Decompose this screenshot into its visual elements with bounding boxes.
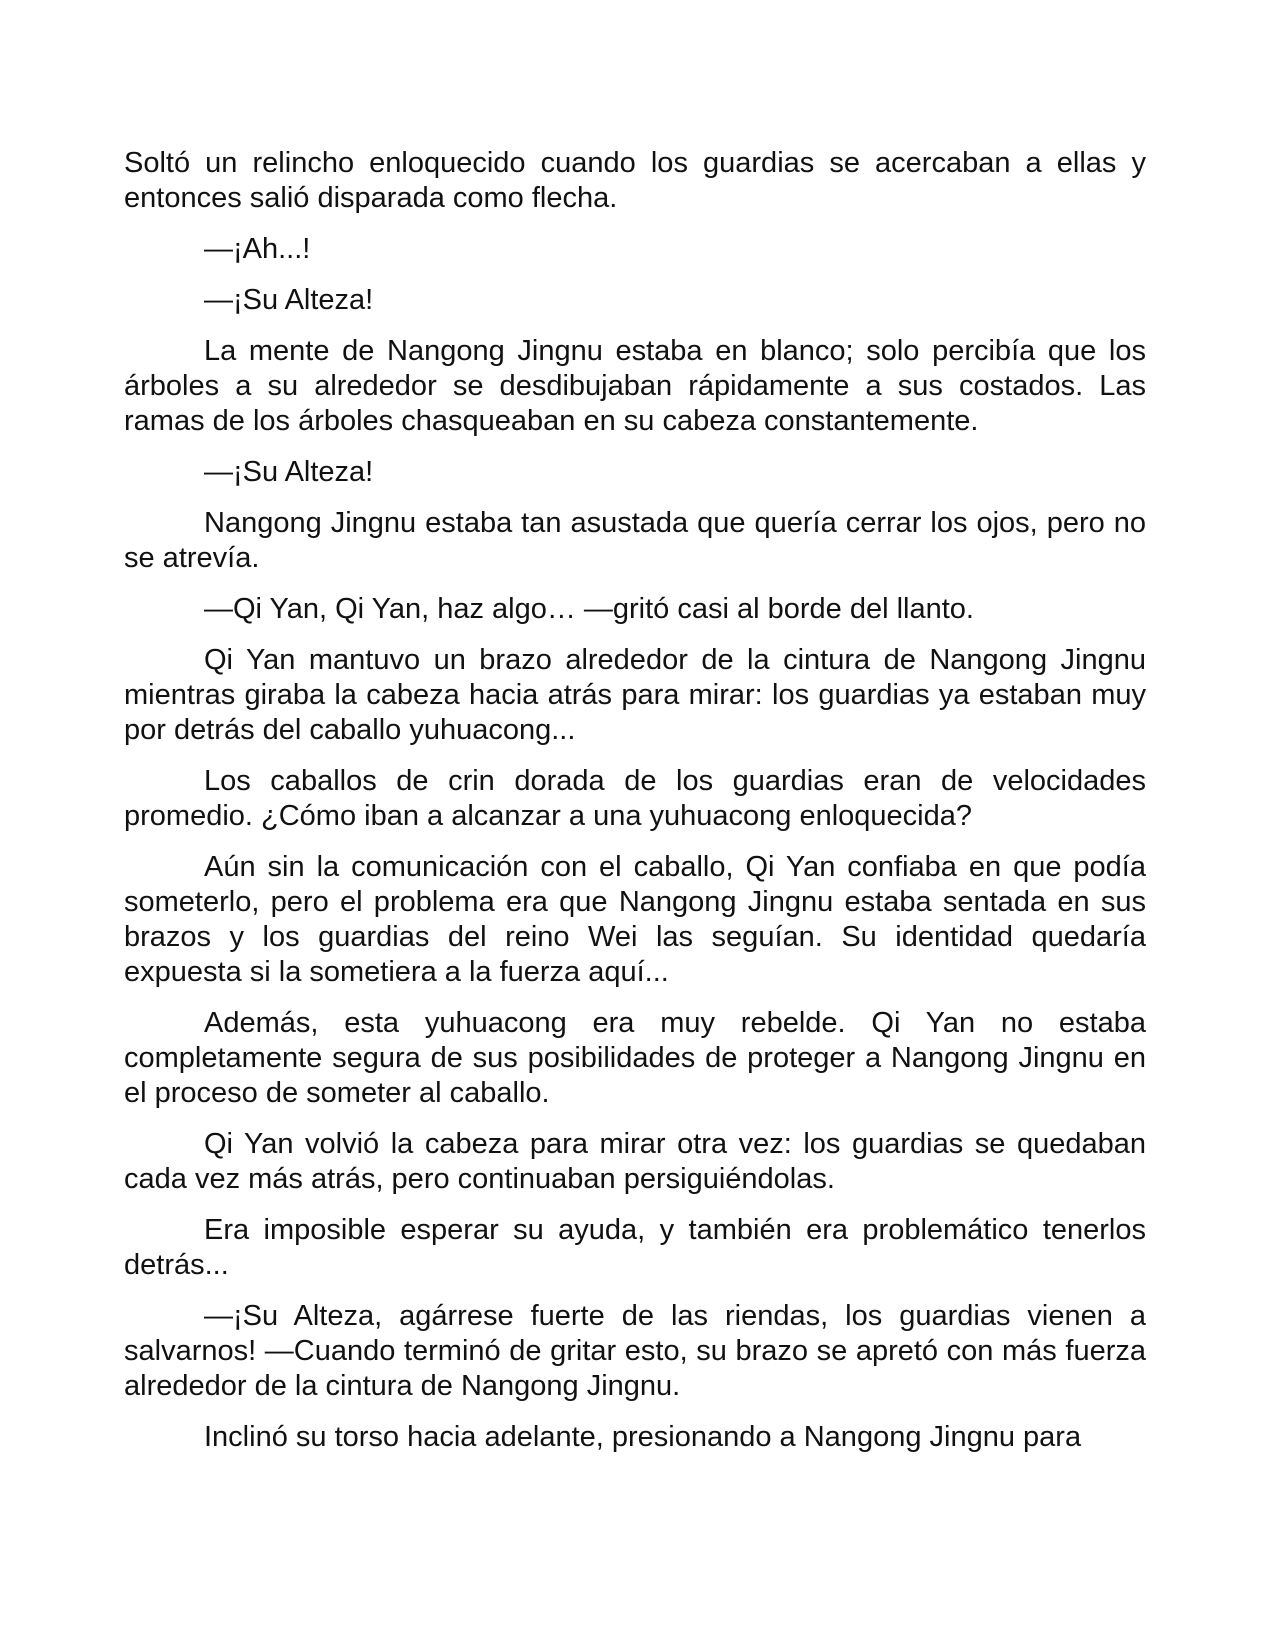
paragraph-15: Inclinó su torso hacia adelante, presionando a Nangong Jingnu para [204,1421,1082,1453]
paragraph-7: —Qi Yan, Qi Yan, haz algo… —gritó casi al borde del llanto. [204,593,974,625]
paragraph-11: Además, esta yuhuacong era muy rebelde. Qi Yan no estaba completamente segura de sus posibilidades de proteger a Nangong Jingnu en el proceso de someter al caballo. [124,1007,1146,1109]
paragraph-3: —¡Su Alteza! [204,284,374,316]
paragraph-5: —¡Su Alteza! [204,456,374,488]
paragraph-4: La mente de Nangong Jingnu estaba en blanco; solo percibía que los árboles a su alrededor se desdibujaban rápidamente a sus costados. Las ramas de los árboles chasqueaban en su cabeza constantemente. [124,335,1146,437]
paragraph-2: —¡Ah...! [204,233,311,265]
body-text [124,146,1146,1471]
paragraph-1: Soltó un relincho enloquecido cuando los guardias se acercaban a ellas y entonces salió disparada como flecha. [124,147,1146,214]
paragraph-8: Qi Yan mantuvo un brazo alrededor de la cintura de Nangong Jingnu mientras giraba la cabeza hacia atrás para mirar: los guardias ya estaban muy por detrás del caballo yuhuacong... [124,644,1146,746]
paragraph-10: Aún sin la comunicación con el caballo, Qi Yan confiaba en que podía someterlo, pero el problema era que Nangong Jingnu estaba sentada en sus brazos y los guardias del reino Wei las seguían. Su identidad quedaría expuesta si la sometiera a la fuerza aquí... [124,851,1146,988]
paragraph-13: Era imposible esperar su ayuda, y también era problemático tenerlos detrás... [124,1214,1146,1281]
paragraph-12: Qi Yan volvió la cabeza para mirar otra vez: los guardias se quedaban cada vez más atrás, pero continuaban persiguiéndolas. [124,1128,1146,1195]
paragraph-14: —¡Su Alteza, agárrese fuerte de las riendas, los guardias vienen a salvarnos! —Cuando terminó de gritar esto, su brazo se apretó con más fuerza alrededor de la cintura de Nangong Jingnu. [124,1300,1146,1402]
paragraph-9: Los caballos de crin dorada de los guardias eran de velocidades promedio. ¿Cómo iban a alcanzar a una yuhuacong enloquecida? [124,765,1146,832]
paragraph-6: Nangong Jingnu estaba tan asustada que quería cerrar los ojos, pero no se atrevía. [124,507,1146,574]
